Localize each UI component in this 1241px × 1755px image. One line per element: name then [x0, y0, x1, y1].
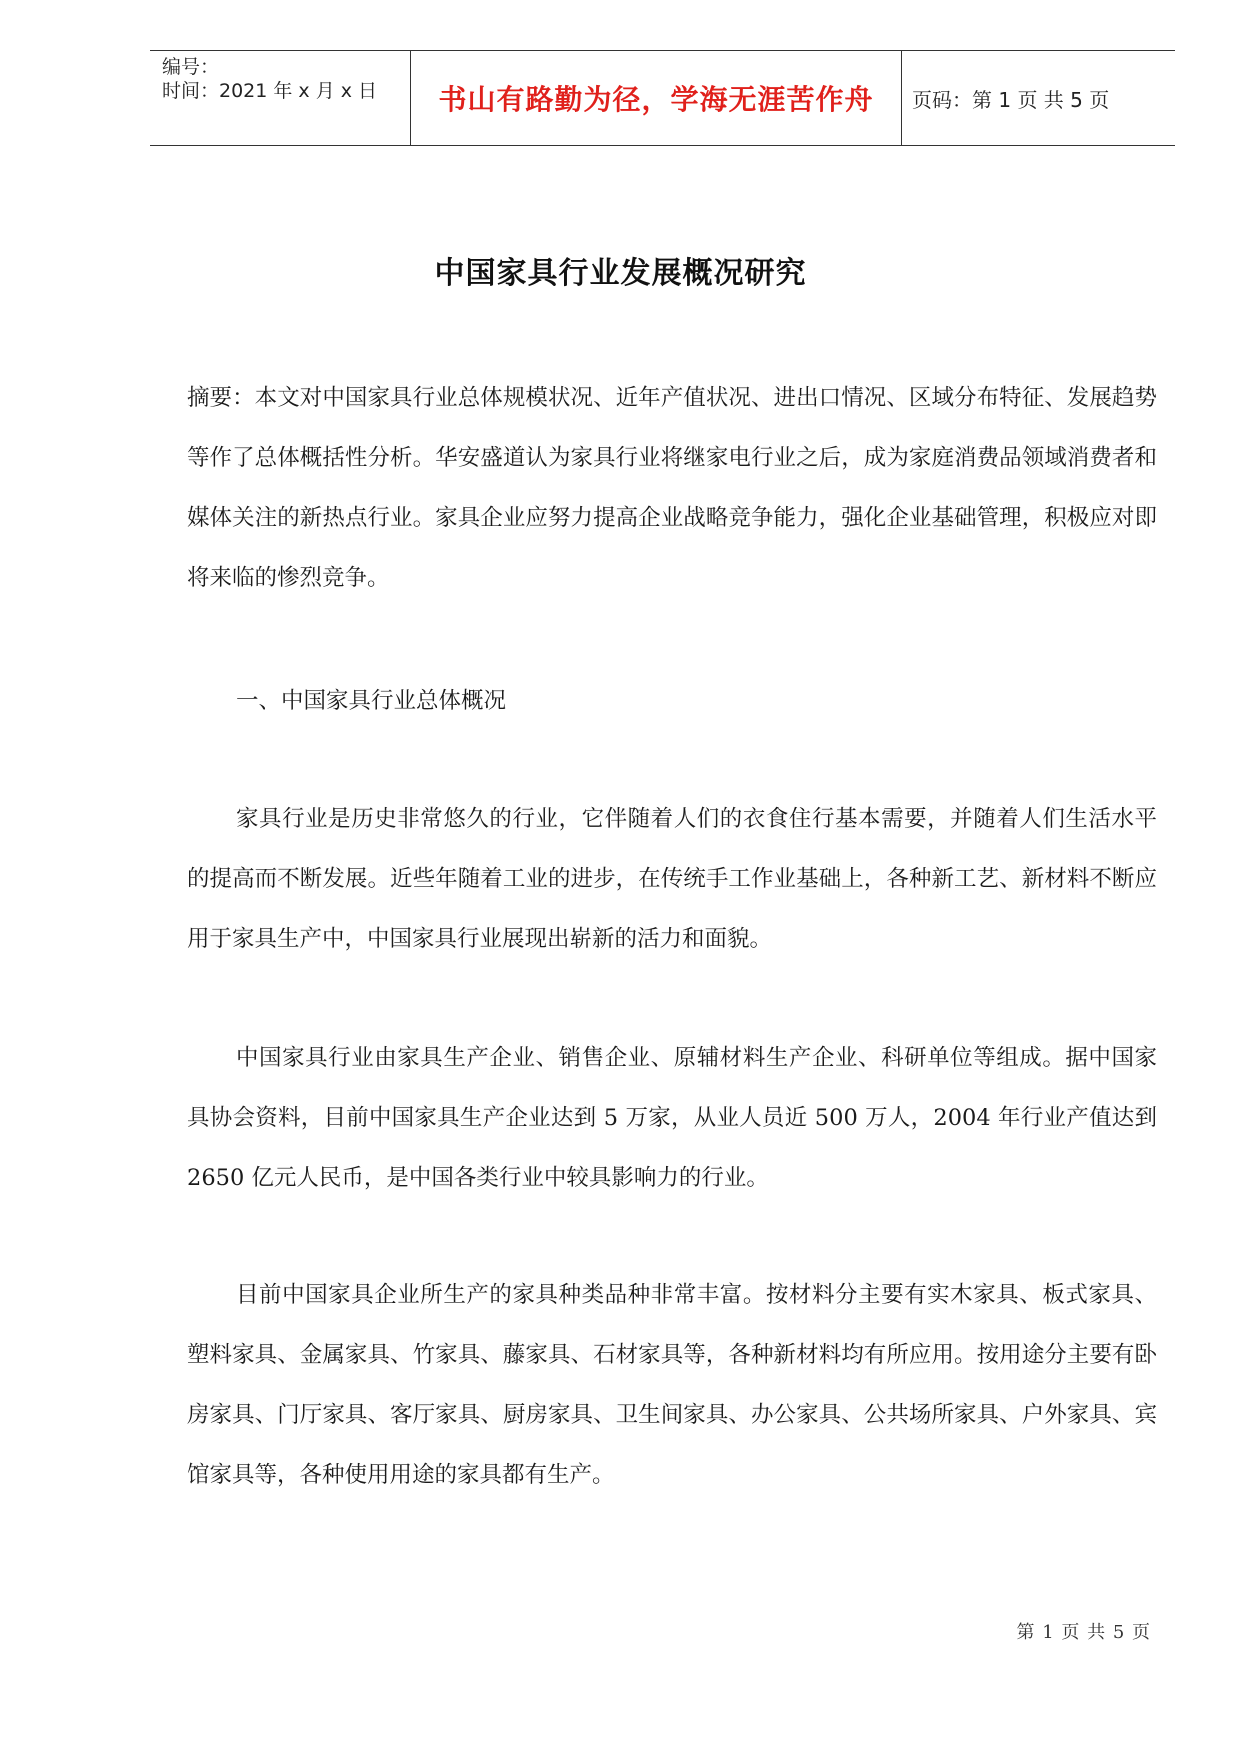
- section-heading: 一、中国家具行业总体概况: [236, 688, 507, 714]
- document-number-label: 编号：: [162, 56, 220, 78]
- body-paragraph-2: 中国家具行业由家具生产企业、销售企业、原辅材料生产企业、科研单位等组成。据中国家具协会资料，目前中国家具生产企业达到 5 万家，从业人员近 500 万人，2004 年行业产值达到 2650 亿元人民币，是中国各类行业中较具影响力的行业。: [187, 1045, 1157, 1191]
- abstract-paragraph: 摘要：本文对中国家具行业总体规模状况、近年产值状况、进出口情况、区域分布特征、发展趋势等作了总体概括性分析。华安盛道认为家具行业将继家电行业之后，成为家庭消费品领域消费者和媒体关注的新热点行业。家具企业应努力提高企业战略竞争能力，强化企业基础管理，积极应对即将来临的惨烈竞争。: [187, 385, 1157, 591]
- body-paragraph-3: 目前中国家具企业所生产的家具种类品种非常丰富。按材料分主要有实木家具、板式家具、塑料家具、金属家具、竹家具、藤家具、石材家具等，各种新材料均有所应用。按用途分主要有卧房家具、门厅家具、客厅家具、厨房家具、卫生间家具、办公家具、公共场所家具、户外家具、宾馆家具等，各种使用用途的家具都有生产。: [187, 1282, 1157, 1488]
- header-page-cell: [900, 51, 1175, 145]
- header-motto: 书山有路勤为径，学海无涯苦作舟: [438, 83, 874, 116]
- page-footer: 第 1 页 共 5 页: [1016, 1622, 1151, 1643]
- body-paragraph-1: 家具行业是历史非常悠久的行业，它伴随着人们的衣食住行基本需要，并随着人们生活水平的提高而不断发展。近些年随着工业的进步，在传统手工作业基础上，各种新工艺、新材料不断应用于家具生产中，中国家具行业展现出崭新的活力和面貌。: [187, 806, 1157, 952]
- document-title: 中国家具行业发展概况研究: [434, 256, 807, 291]
- document-time-label: 时间：2021 年 x 月 x 日: [162, 80, 378, 102]
- header-meta: [162, 51, 414, 145]
- header-motto-cell: [410, 51, 902, 145]
- header-page-info: 页码：第 1 页 共 5 页: [912, 87, 1110, 112]
- document-header: [150, 50, 1175, 146]
